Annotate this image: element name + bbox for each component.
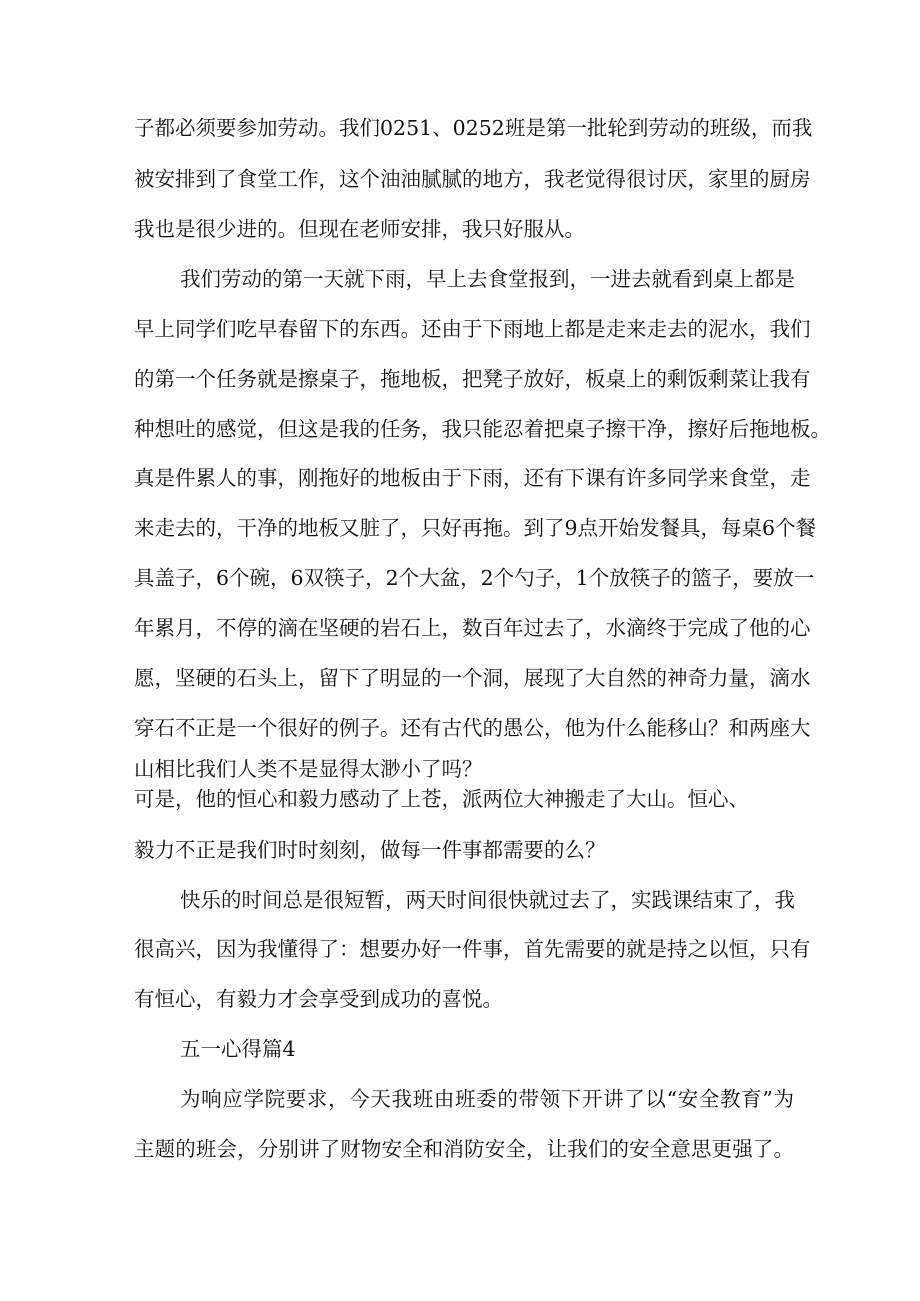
text-line: 可是，他的恒心和毅力感动了上苍，派两位大神搬走了大山。恒心、 bbox=[134, 787, 749, 811]
text-line: 为响应学院要求，今天我班由班委的带领下开讲了以“安全教育”为 bbox=[180, 1087, 794, 1111]
text-line: 快乐的时间总是很短暂，两天时间很快就过去了，实践课结束了，我 bbox=[180, 888, 795, 912]
text-line: 的第一个任务就是擦桌子，拖地板，把凳子放好，板桌上的剩饭剩菜让我有 bbox=[134, 367, 811, 391]
text-line: 穿石不正是一个很好的例子。还有古代的愚公，他为什么能移山？和两座大 bbox=[134, 716, 811, 740]
text-line: 具盖子，6个碗，6双筷子，2个大盆，2个勺子，1个放筷子的篮子，要放一 bbox=[134, 566, 815, 590]
text-line: 被安排到了食堂工作，这个油油腻腻的地方，我老觉得很讨厌，家里的厨房 bbox=[134, 167, 811, 191]
text-line: 真是件累人的事，刚拖好的地板由于下雨，还有下课有许多同学来食堂，走 bbox=[134, 466, 811, 490]
text-line: 山相比我们人类不是显得太渺小了吗？ bbox=[134, 757, 483, 781]
text-line: 主题的班会，分别讲了财物安全和消防安全，让我们的安全意思更强了。 bbox=[134, 1137, 794, 1161]
text-line: 来走去的，干净的地板又脏了，只好再拖。到了9点开始发餐具，每桌6个餐 bbox=[134, 516, 817, 540]
text-line: 有恒心，有毅力才会享受到成功的喜悦。 bbox=[134, 987, 503, 1011]
text-line: 我也是很少进的。但现在老师安排，我只好服从。 bbox=[134, 217, 585, 241]
text-line: 我们劳动的第一天就下雨，早上去食堂报到，一进去就看到桌上都是 bbox=[180, 267, 795, 291]
text-line: 年累月，不停的滴在坚硬的岩石上，数百年过去了，水滴终于完成了他的心 bbox=[134, 616, 811, 640]
section-heading: 五一心得篇4 bbox=[180, 1037, 296, 1061]
text-line: 种想吐的感觉，但这是我的任务，我只能忍着把桌子擦干净，擦好后拖地板。 bbox=[134, 417, 831, 441]
text-line: 毅力不正是我们时时刻刻，做每一件事都需要的么？ bbox=[134, 838, 606, 862]
text-line: 子都必须要参加劳动。我们0251、0252班是第一批轮到劳动的班级，而我 bbox=[134, 116, 813, 140]
text-line: 很高兴，因为我懂得了：想要办好一件事，首先需要的就是持之以恒，只有 bbox=[134, 937, 811, 961]
text-line: 愿，坚硬的石头上，留下了明显的一个洞，展现了大自然的神奇力量，滴水 bbox=[134, 666, 811, 690]
text-line: 早上同学们吃早春留下的东西。还由于下雨地上都是走来走去的泥水，我们 bbox=[134, 317, 811, 341]
